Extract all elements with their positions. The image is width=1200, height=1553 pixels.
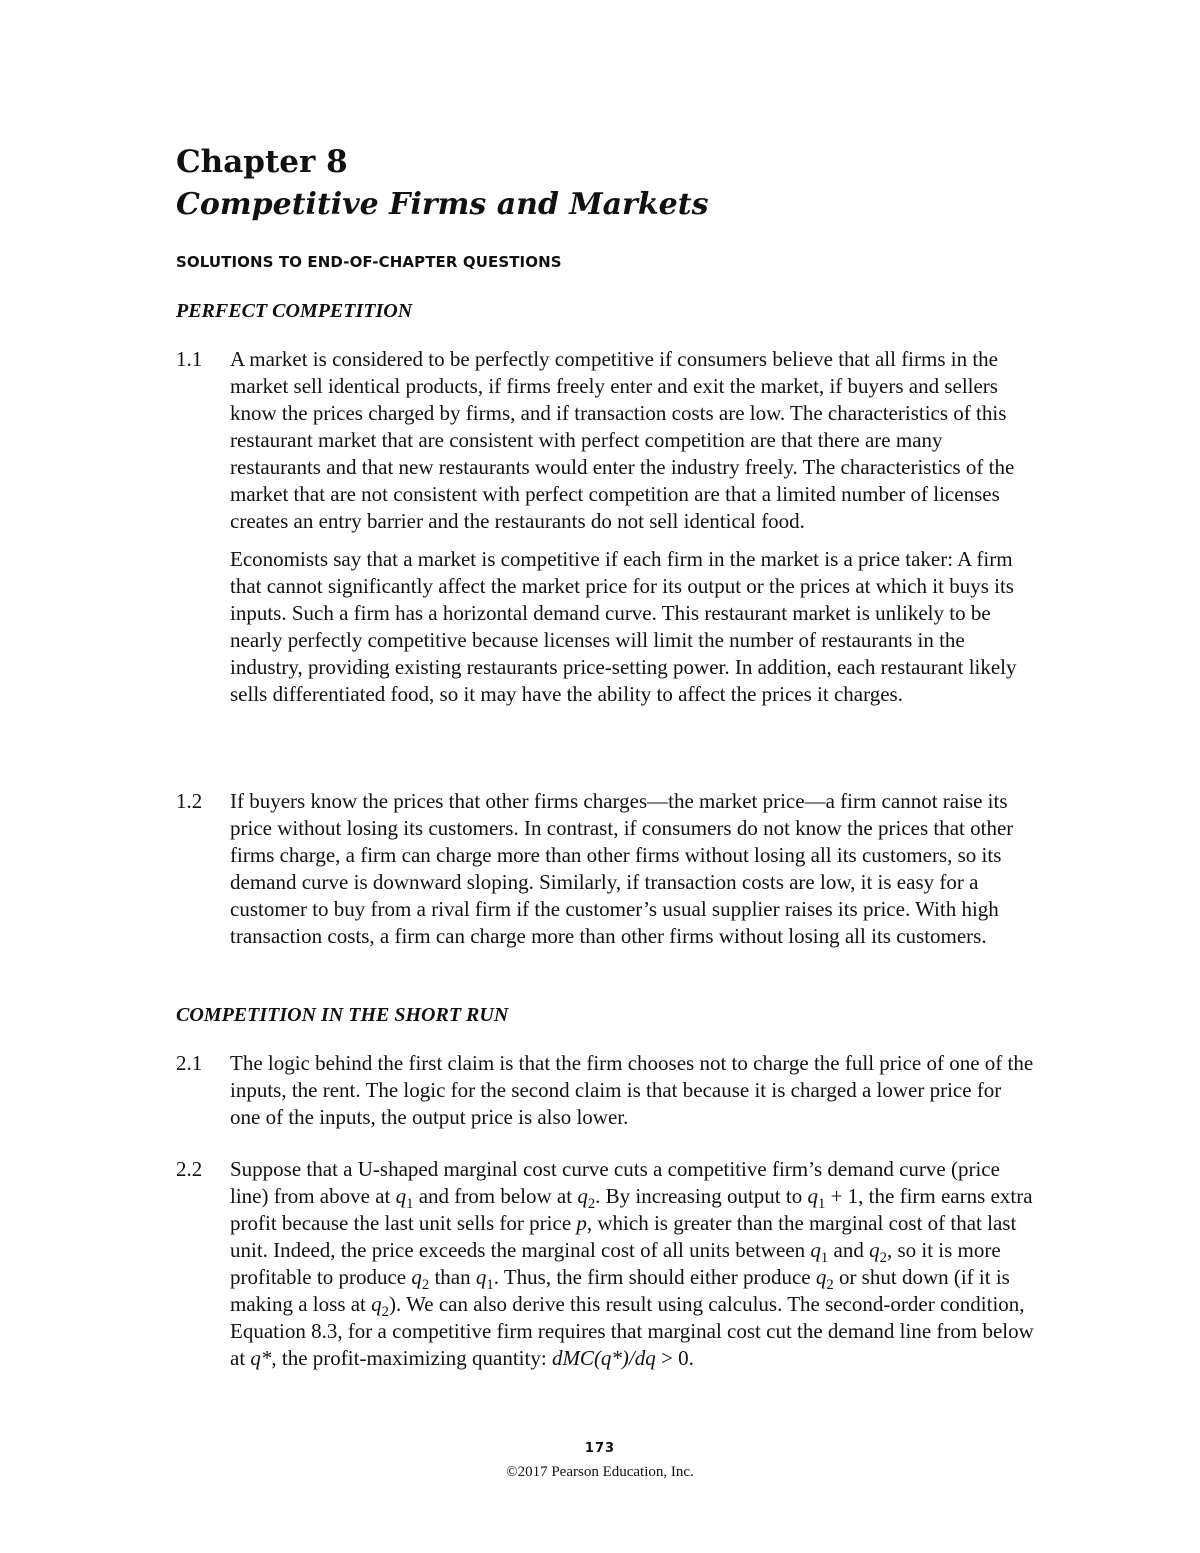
answer-paragraph: If buyers know the prices that other firms charges—the market price—a firm cannot raise its price without losing its customers. In contrast, if consumers do not know the prices that other firms charge, a firm can charge more than other firms without losing all its customers, so its demand curve is downward sloping. Similarly, if transaction costs are low, it is easy for a customer to buy from a rival firm if the customer’s usual supplier raises its price. With high transaction costs, a firm can charge more than other firms without losing all its customers. [230, 789, 1014, 948]
question-number: 2.2 [176, 1157, 203, 1181]
answer-paragraph: Suppose that a U-shaped marginal cost curve cuts a competitive firm’s demand curve (price line) from above at $q_1$ and from below at $q_2$. By increasing output to $q_1 + 1$, the firm earns extra profit because the last unit sells for price p, which is greater than the marginal cost of that last unit. Indeed, the price exceeds the marginal cost of all units between $q_1$ and $q_2$, so it is more profitable to produce $q_2$ than $q_1$. Thus, the firm should either produce $q_2$ or shut down (if it is making a loss at $q_2$). We can also derive this result using calculus. The second-order condition, Equation 8.3, for a competitive firm requires that marginal cost cut the demand line from below at q*, the profit-maximizing quantity: dMC(q*)/dq > 0. [230, 1157, 1034, 1370]
copyright-notice: ©2017 Pearson Education, Inc. [506, 1464, 694, 1480]
chapter-title: Competitive Firms and Markets [176, 187, 709, 222]
chapter-number: Chapter 8 [176, 144, 348, 180]
section-heading-short-run: COMPETITION IN THE SHORT RUN [176, 1004, 509, 1026]
page-number: 173 [584, 1441, 616, 1456]
question-number: 1.2 [176, 789, 203, 813]
question-1-1 [176, 346, 1036, 708]
question-number: 2.1 [176, 1051, 203, 1075]
question-2-1 [176, 1050, 1036, 1131]
answer-paragraph: The logic behind the first claim is that the firm chooses not to charge the full price of one of the inputs, the rent. The logic for the second claim is that because it is charged a lower price for one of the inputs, the output price is also lower. [230, 1051, 1034, 1129]
section-heading-perfect-competition: PERFECT COMPETITION [176, 300, 413, 322]
question-1-2 [176, 788, 1036, 950]
answer-paragraph: Economists say that a market is competitive if each firm in the market is a price taker: A firm that cannot significantly affect the market price for its output or the prices at which it buys its inputs. Such a firm has a horizontal demand curve. This restaurant market is unlikely to be nearly perfectly competitive because licenses will limit the number of restaurants in the industry, providing existing restaurants price-setting power. In addition, each restaurant likely sells differentiated food, so it may have the ability to affect the prices it charges. [230, 547, 1017, 706]
question-2-2 [176, 1156, 1036, 1372]
question-number: 1.1 [176, 347, 203, 371]
answer-paragraph: A market is considered to be perfectly competitive if consumers believe that all firms in the market sell identical products, if firms freely enter and exit the market, if buyers and sellers know the prices charged by firms, and if transaction costs are low. The characteristics of this restaurant market that are consistent with perfect competition are that there are many restaurants and that new restaurants would enter the industry freely. The characteristics of the market that are not consistent with perfect competition are that a limited number of licenses creates an entry barrier and the restaurants do not sell identical food. [230, 347, 1015, 533]
solutions-label: SOLUTIONS TO END-OF-CHAPTER QUESTIONS [176, 253, 562, 271]
